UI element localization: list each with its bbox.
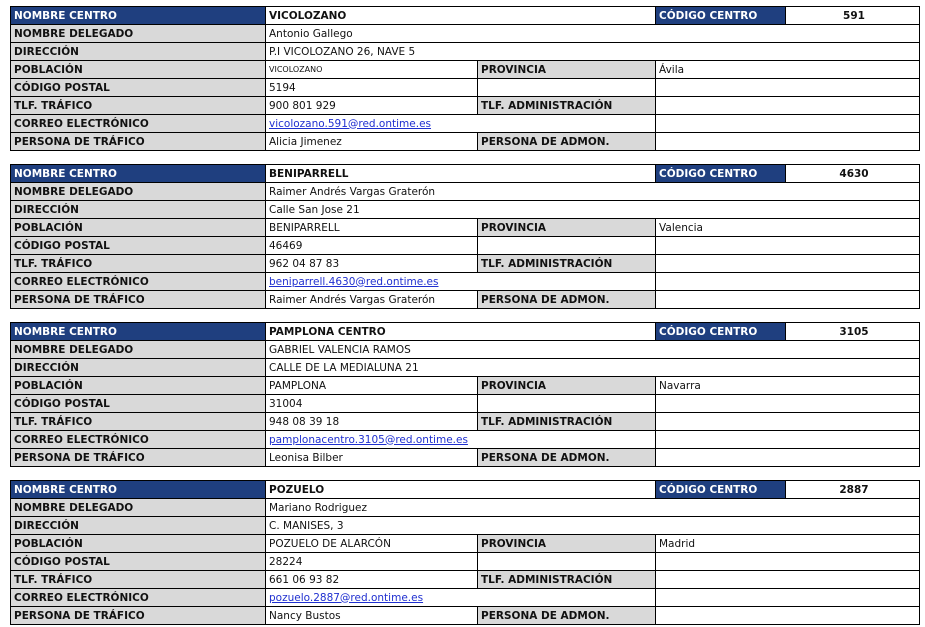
value-correo [266, 589, 656, 607]
value-persona-trafico[interactable]: Raimer Andrés Vargas Graterón [266, 291, 478, 309]
label-persona-admon: PERSONA DE ADMON. [478, 133, 656, 151]
value-nombre-centro[interactable]: PAMPLONA CENTRO [266, 323, 656, 341]
empty-cell [478, 553, 656, 571]
value-direccion[interactable]: CALLE DE LA MEDIALUNA 21 [266, 359, 920, 377]
row-telefonos [11, 255, 920, 273]
centro-block [10, 6, 919, 151]
label-codigo-postal: CÓDIGO POSTAL [11, 395, 266, 413]
label-persona-trafico: PERSONA DE TRÁFICO [11, 133, 266, 151]
centro-table [10, 6, 920, 151]
value-correo [266, 115, 656, 133]
row-personas [11, 291, 920, 309]
value-tlf-administracion[interactable] [656, 571, 920, 589]
label-codigo-centro: CÓDIGO CENTRO [656, 7, 786, 25]
label-correo: CORREO ELECTRÓNICO [11, 589, 266, 607]
value-direccion[interactable]: Calle San Jose 21 [266, 201, 920, 219]
label-persona-trafico: PERSONA DE TRÁFICO [11, 449, 266, 467]
centro-table [10, 322, 920, 467]
row-direccion [11, 201, 920, 219]
row-poblacion [11, 219, 920, 237]
label-poblacion: POBLACIÓN [11, 61, 266, 79]
email-link[interactable]: pamplonacentro.3105@red.ontime.es [269, 433, 468, 446]
value-tlf-trafico[interactable]: 962 04 87 83 [266, 255, 478, 273]
row-nombre-delegado [11, 499, 920, 517]
empty-cell [656, 79, 920, 97]
value-tlf-trafico[interactable]: 900 801 929 [266, 97, 478, 115]
label-provincia: PROVINCIA [478, 377, 656, 395]
value-nombre-delegado[interactable]: Mariano Rodriguez [266, 499, 920, 517]
label-tlf-trafico: TLF. TRÁFICO [11, 97, 266, 115]
label-provincia: PROVINCIA [478, 535, 656, 553]
row-poblacion [11, 377, 920, 395]
row-nombre-centro [11, 323, 920, 341]
row-direccion [11, 43, 920, 61]
row-codigo-postal [11, 395, 920, 413]
label-persona-admon: PERSONA DE ADMON. [478, 607, 656, 625]
label-nombre-centro: NOMBRE CENTRO [11, 7, 266, 25]
value-direccion[interactable]: C. MANISES, 3 [266, 517, 920, 535]
label-nombre-delegado: NOMBRE DELEGADO [11, 183, 266, 201]
label-nombre-centro: NOMBRE CENTRO [11, 481, 266, 499]
value-nombre-centro[interactable]: POZUELO [266, 481, 656, 499]
label-persona-trafico: PERSONA DE TRÁFICO [11, 607, 266, 625]
label-correo: CORREO ELECTRÓNICO [11, 115, 266, 133]
value-persona-admon[interactable] [656, 607, 920, 625]
row-codigo-postal [11, 79, 920, 97]
value-nombre-centro[interactable]: BENIPARRELL [266, 165, 656, 183]
label-poblacion: POBLACIÓN [11, 219, 266, 237]
row-personas [11, 607, 920, 625]
label-persona-admon: PERSONA DE ADMON. [478, 291, 656, 309]
label-tlf-administracion: TLF. ADMINISTRACIÓN [478, 97, 656, 115]
value-nombre-delegado[interactable]: Raimer Andrés Vargas Graterón [266, 183, 920, 201]
value-poblacion[interactable]: BENIPARRELL [266, 219, 478, 237]
label-correo: CORREO ELECTRÓNICO [11, 431, 266, 449]
value-persona-trafico[interactable]: Alicia Jimenez [266, 133, 478, 151]
value-nombre-delegado[interactable]: GABRIEL VALENCIA RAMOS [266, 341, 920, 359]
value-poblacion[interactable]: POZUELO DE ALARCÓN [266, 535, 478, 553]
label-direccion: DIRECCIÓN [11, 43, 266, 61]
label-codigo-centro: CÓDIGO CENTRO [656, 165, 786, 183]
empty-cell [656, 273, 920, 291]
value-provincia[interactable]: Valencia [656, 219, 920, 237]
row-telefonos [11, 571, 920, 589]
value-codigo-postal[interactable]: 31004 [266, 395, 478, 413]
value-poblacion[interactable]: PAMPLONA [266, 377, 478, 395]
value-provincia[interactable]: Navarra [656, 377, 920, 395]
empty-cell [656, 553, 920, 571]
label-persona-trafico: PERSONA DE TRÁFICO [11, 291, 266, 309]
label-tlf-administracion: TLF. ADMINISTRACIÓN [478, 571, 656, 589]
label-direccion: DIRECCIÓN [11, 201, 266, 219]
value-tlf-trafico[interactable]: 948 08 39 18 [266, 413, 478, 431]
empty-cell [656, 589, 920, 607]
label-codigo-postal: CÓDIGO POSTAL [11, 79, 266, 97]
label-tlf-administracion: TLF. ADMINISTRACIÓN [478, 255, 656, 273]
row-nombre-delegado [11, 341, 920, 359]
value-nombre-centro[interactable]: VICOLOZANO [266, 7, 656, 25]
value-tlf-administracion[interactable] [656, 97, 920, 115]
label-nombre-delegado: NOMBRE DELEGADO [11, 341, 266, 359]
value-persona-trafico[interactable]: Nancy Bustos [266, 607, 478, 625]
row-direccion [11, 359, 920, 377]
row-nombre-centro [11, 165, 920, 183]
label-tlf-trafico: TLF. TRÁFICO [11, 571, 266, 589]
row-codigo-postal [11, 553, 920, 571]
empty-cell [478, 79, 656, 97]
label-direccion: DIRECCIÓN [11, 517, 266, 535]
centro-block [10, 164, 919, 309]
email-link[interactable]: beniparrell.4630@red.ontime.es [269, 275, 439, 288]
empty-cell [656, 237, 920, 255]
value-codigo-postal[interactable]: 28224 [266, 553, 478, 571]
label-nombre-centro: NOMBRE CENTRO [11, 323, 266, 341]
value-persona-trafico[interactable]: Leonisa Bilber [266, 449, 478, 467]
row-poblacion [11, 535, 920, 553]
label-nombre-delegado: NOMBRE DELEGADO [11, 25, 266, 43]
label-provincia: PROVINCIA [478, 219, 656, 237]
value-persona-admon[interactable] [656, 133, 920, 151]
value-correo [266, 273, 656, 291]
label-tlf-administracion: TLF. ADMINISTRACIÓN [478, 413, 656, 431]
row-telefonos [11, 413, 920, 431]
row-personas [11, 449, 920, 467]
value-tlf-administracion[interactable] [656, 413, 920, 431]
email-link[interactable]: vicolozano.591@red.ontime.es [269, 117, 432, 130]
label-codigo-centro: CÓDIGO CENTRO [656, 323, 786, 341]
label-tlf-trafico: TLF. TRÁFICO [11, 255, 266, 273]
value-provincia[interactable]: Madrid [656, 535, 920, 553]
value-codigo-centro[interactable]: 2887 [786, 481, 920, 499]
centro-table [10, 480, 920, 625]
value-nombre-delegado[interactable]: Antonio Gallego [266, 25, 920, 43]
value-direccion[interactable]: P.I VICOLOZANO 26, NAVE 5 [266, 43, 920, 61]
row-direccion [11, 517, 920, 535]
value-codigo-postal[interactable]: 46469 [266, 237, 478, 255]
label-direccion: DIRECCIÓN [11, 359, 266, 377]
label-poblacion: POBLACIÓN [11, 535, 266, 553]
value-persona-admon[interactable] [656, 449, 920, 467]
empty-cell [656, 431, 920, 449]
empty-cell [656, 115, 920, 133]
label-persona-admon: PERSONA DE ADMON. [478, 449, 656, 467]
row-nombre-centro [11, 7, 920, 25]
row-correo [11, 589, 920, 607]
label-codigo-postal: CÓDIGO POSTAL [11, 553, 266, 571]
row-nombre-delegado [11, 25, 920, 43]
value-poblacion[interactable]: VICOLOZANO [266, 61, 478, 79]
label-nombre-centro: NOMBRE CENTRO [11, 165, 266, 183]
centro-table [10, 164, 920, 309]
row-correo [11, 115, 920, 133]
row-correo [11, 273, 920, 291]
label-provincia: PROVINCIA [478, 61, 656, 79]
value-codigo-centro[interactable]: 591 [786, 7, 920, 25]
row-nombre-delegado [11, 183, 920, 201]
value-tlf-administracion[interactable] [656, 255, 920, 273]
row-poblacion [11, 61, 920, 79]
value-persona-admon[interactable] [656, 291, 920, 309]
value-tlf-trafico[interactable]: 661 06 93 82 [266, 571, 478, 589]
value-provincia[interactable]: Ávila [656, 61, 920, 79]
centro-block [10, 322, 919, 467]
row-telefonos [11, 97, 920, 115]
label-codigo-centro: CÓDIGO CENTRO [656, 481, 786, 499]
centro-block [10, 480, 919, 625]
row-nombre-centro [11, 481, 920, 499]
empty-cell [478, 237, 656, 255]
value-codigo-postal[interactable]: 5194 [266, 79, 478, 97]
label-nombre-delegado: NOMBRE DELEGADO [11, 499, 266, 517]
label-correo: CORREO ELECTRÓNICO [11, 273, 266, 291]
empty-cell [478, 395, 656, 413]
label-tlf-trafico: TLF. TRÁFICO [11, 413, 266, 431]
label-codigo-postal: CÓDIGO POSTAL [11, 237, 266, 255]
label-poblacion: POBLACIÓN [11, 377, 266, 395]
value-correo [266, 431, 656, 449]
row-personas [11, 133, 920, 151]
value-codigo-centro[interactable]: 3105 [786, 323, 920, 341]
value-codigo-centro[interactable]: 4630 [786, 165, 920, 183]
row-codigo-postal [11, 237, 920, 255]
email-link[interactable]: pozuelo.2887@red.ontime.es [269, 591, 424, 604]
empty-cell [656, 395, 920, 413]
row-correo [11, 431, 920, 449]
